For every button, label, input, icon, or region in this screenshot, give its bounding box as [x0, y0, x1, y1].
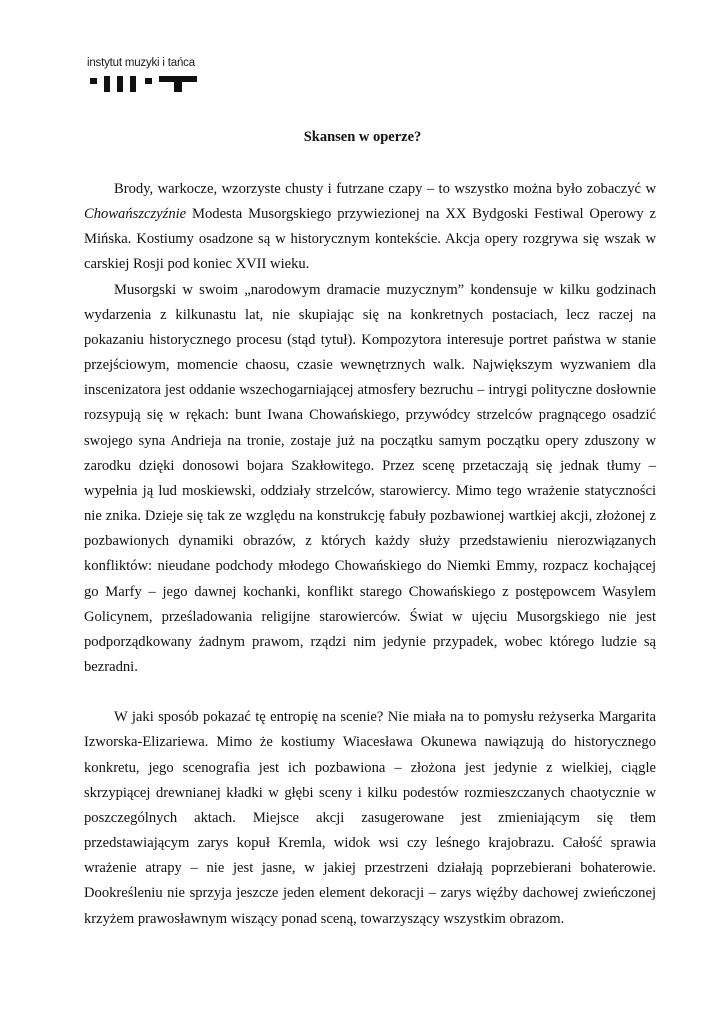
imit-logo-mark-icon	[87, 76, 199, 92]
institute-logo	[87, 56, 199, 94]
document-title: Skansen w operze?	[303, 129, 422, 145]
article-body	[84, 177, 656, 932]
logo-text: instytut muzyki i tańca	[87, 57, 195, 69]
paragraph-1-text-a: Brody, warkocze, wzorzyste chusty i futrzane czapy – to wszystko można było zobaczyć w	[114, 181, 656, 197]
opera-title-italic: Chowańszczyźnie	[84, 206, 187, 223]
paragraph-1	[84, 177, 656, 278]
paragraph-2: Musorgski w swoim „narodowym dramacie muzycznym” kondensuje w kilku godzinach wydarzenia z kilkunastu lat, nie skupiając się na konkretnych postaciach, lecz raczej na pokazaniu historycznego procesu (stąd tytuł). Kompozytora interesuje portret państwa w stanie przejściowym, momencie chaosu, czasie wewnętrznych walk. Największym wyzwaniem dla inscenizatora jest oddanie wszechogarniającej atmosfery bezruchu – intrygi polityczne dosłownie rozsypują się w rękach: bunt Iwana Chowańskiego, przywódcy strzelców pragnącego osadzić swojego syna Andrieja na tronie, zostaje już na początku samym początku opery zduszony w zarodku dzięki donosowi bojara Szakłowitego. Przez scenę przetaczają się jednak tłumy – wypełnia ją lud moskiewski, oddziały strzelców, starowiercy. Mimo tego wrażenie statyczności nie znika. Dzieje się tak ze względu na konstrukcję fabuły pozbawionej wartkiej akcji, złożonej z pozbawionych dynamiki obrazów, z których każdy służy przedstawieniu nierozwiązanych konfliktów: nieudane podchody młodego Chowańskiego do Niemki Emmy, rozpacz kochającej go Marfy – jego dawnej kochanki, konflikt starego Chowańskiego z postępowcem Wasylem Golicynem, prześladowania religijne starowierców. Świat w ujęciu Musorgskiego nie jest podporządkowany żadnym prawom, rządzi nim jedynie przypadek, wobec którego ludzie są bezradni.	[84, 281, 656, 675]
paragraph-3: W jaki sposób pokazać tę entropię na scenie? Nie miała na to pomysłu reżyserka Margarita Izworska-Elizariewa. Mimo że kostiumy Wiacesława Okunewa nawiązują do historycznego konkretu, jego scenografia jest ich pozbawiona – złożona jest jedynie z wielkiej, ciągle skrzypiącej drewnianej kładki w głębi sceny i kilku podestów rozmieszczanych chaotycznie w poszczególnych aktach. Miejsce akcji zasugerowane jest zmieniającym się tłem przedstawiającym zarys kopuł Kremla, widok wsi czy leśnego krajobrazu. Całość sprawia wrażenie atrapy – nie jest jasne, w jakiej przestrzeni działają poprzebierani bohaterowie. Dookreśleniu nie sprzyja jeszcze jeden element dekoracji – zarys więźby dachowej zwieńczonej krzyżem prawosławnym wiszący ponad sceną, towarzyszący wszystkim obrazom.	[84, 709, 656, 927]
paragraph-1-text-b: Modesta Musorgskiego przywiezionej na XX Bydgoski Festiwal Operowy z Mińska. Kostiumy osadzone są w historycznym kontekście. Akcja opery rozgrywa się wszak w carskiej Rosji pod koniec XVII wieku.	[84, 206, 656, 273]
